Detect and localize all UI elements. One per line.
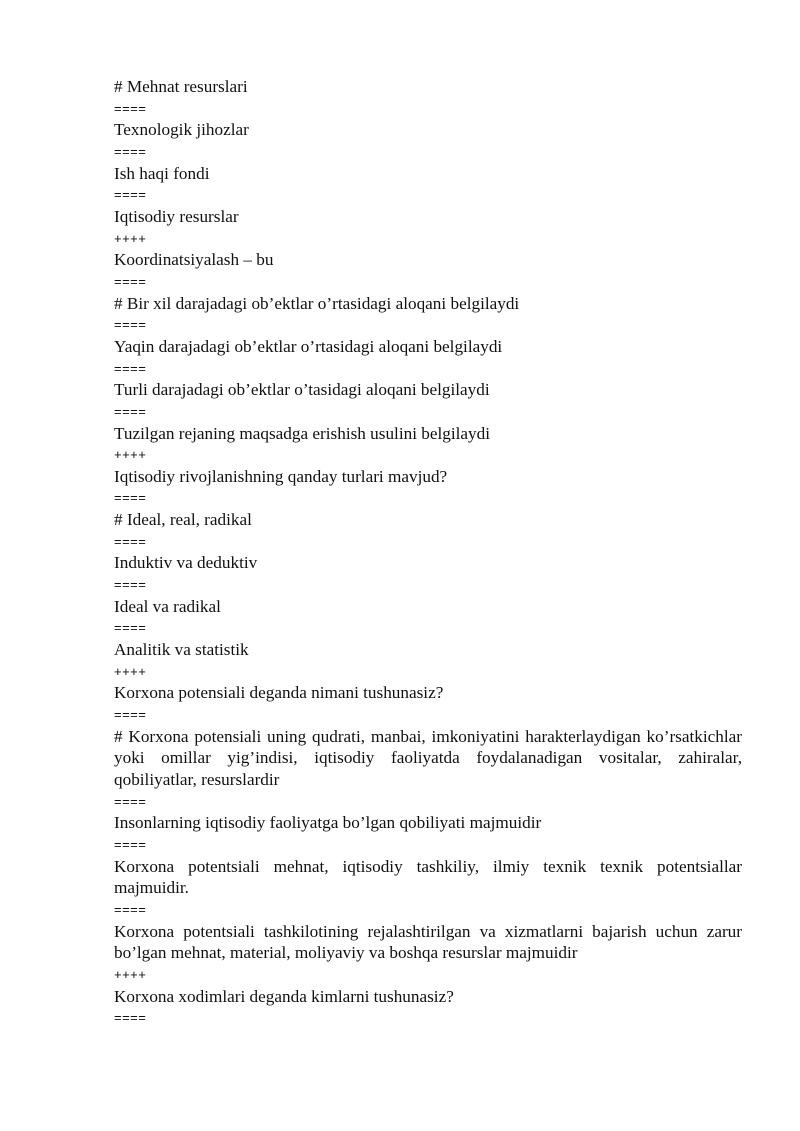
- text-line: Analitik va statistik: [114, 640, 249, 660]
- text-line: Iqtisodiy rivojlanishning qanday turlari mavjud?: [114, 466, 448, 486]
- separator-line: ====: [114, 1010, 147, 1026]
- paragraph-text: # Korxona potensiali uning qudrati, manbai, imkoniyatini harakterlaydigan ko’rsatkichlar yoki omillar yig’indisi, iqtisodiy faoliyatda foydalanadigan vositalar, zahiralar, qobiliyatlar, resurslardir: [114, 726, 742, 789]
- separator-line: ====: [114, 100, 147, 116]
- text-line: Tuzilgan rejaning maqsadga erishish usulini belgilaydi: [114, 423, 491, 443]
- separator-line: ====: [114, 143, 147, 159]
- text-line: Yaqin darajadagi ob’ektlar o’rtasidagi aloqani belgilaydi: [114, 336, 503, 356]
- text-line: Texnologik jihozlar: [114, 120, 249, 140]
- separator-line: ++++: [114, 966, 147, 982]
- text-line: Induktiv va deduktiv: [114, 553, 258, 573]
- separator-line: ====: [114, 360, 147, 376]
- separator-line: ====: [114, 707, 147, 723]
- document-body: [114, 76, 742, 1029]
- text-line: # Mehnat resurslari: [114, 77, 248, 96]
- separator-line: ====: [114, 620, 147, 636]
- paragraph-text: Korxona potentsiali mehnat, iqtisodiy tashkiliy, ilmiy texnik texnik potentsiallar majmuidir.: [114, 856, 742, 898]
- separator-line: ++++: [114, 230, 147, 246]
- text-line: Korxona xodimlari deganda kimlarni tushunasiz?: [114, 986, 454, 1006]
- text-line: Ideal va radikal: [114, 596, 221, 616]
- separator-line: ====: [114, 273, 147, 289]
- separator-line: ====: [114, 793, 147, 809]
- text-line: Insonlarning iqtisodiy faoliyatga bo’lgan qobiliyati majmuidir: [114, 813, 542, 833]
- separator-line: ====: [114, 836, 147, 852]
- text-line: Iqtisodiy resurslar: [114, 206, 239, 226]
- separator-line: ====: [114, 901, 147, 917]
- separator-line: ====: [114, 317, 147, 333]
- separator-line: ++++: [114, 447, 147, 463]
- text-line: # Bir xil darajadagi ob’ektlar o’rtasidagi aloqani belgilaydi: [114, 293, 520, 313]
- text-line: Ish haqi fondi: [114, 163, 210, 183]
- separator-line: ====: [114, 187, 147, 203]
- text-line: Turli darajadagi ob’ektlar o’tasidagi aloqani belgilaydi: [114, 380, 490, 400]
- text-line: # Ideal, real, radikal: [114, 510, 252, 530]
- text-line: Koordinatsiyalash – bu: [114, 250, 274, 270]
- paragraph-text: Korxona potentsiali tashkilotining rejalashtirilgan va xizmatlarni bajarish uchun zarur bo’lgan mehnat, material, moliyaviy va boshqa resurslar majmuidir: [114, 921, 742, 963]
- separator-line: ====: [114, 490, 147, 506]
- separator-line: ====: [114, 533, 147, 549]
- text-line: Korxona potensiali deganda nimani tushunasiz?: [114, 683, 444, 703]
- separator-line: ++++: [114, 663, 147, 679]
- separator-line: ====: [114, 403, 147, 419]
- separator-line: ====: [114, 577, 147, 593]
